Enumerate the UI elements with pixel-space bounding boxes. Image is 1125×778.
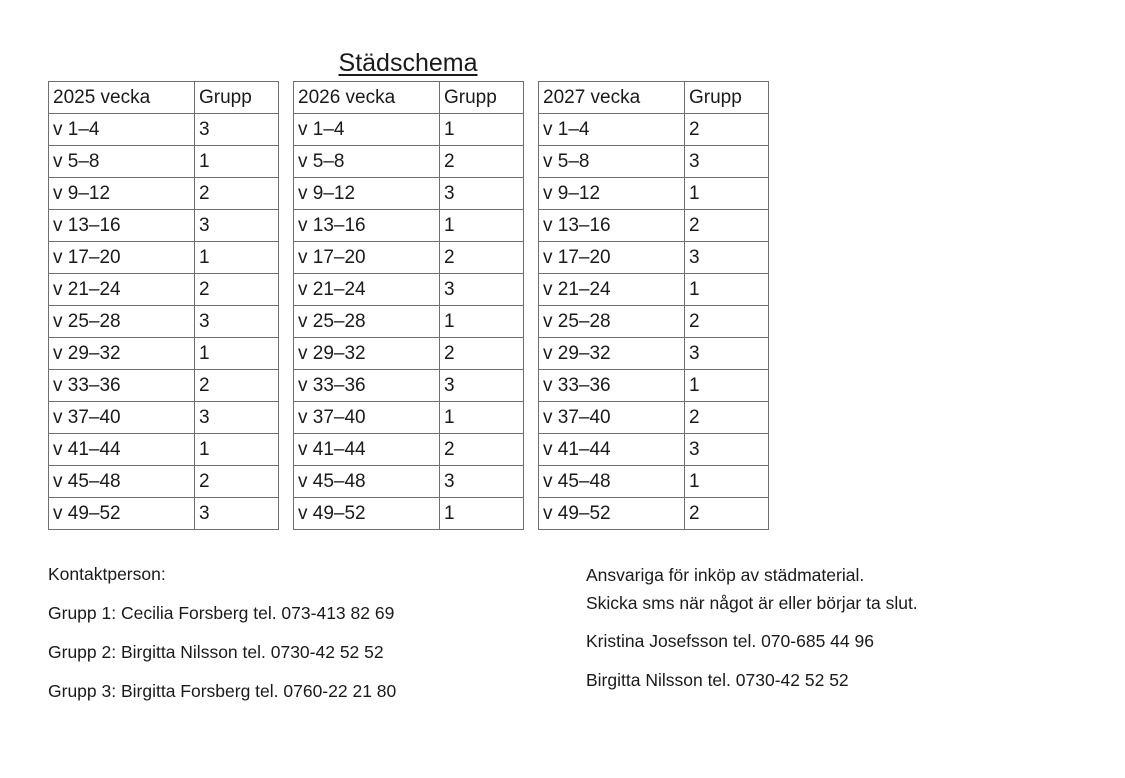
header-week: 2025 vecka (49, 82, 195, 114)
group-cell: 1 (440, 114, 524, 146)
header-week: 2026 vecka (294, 82, 440, 114)
group-cell: 2 (440, 146, 524, 178)
week-range-cell: v 33–36 (294, 370, 440, 402)
week-range-cell: v 37–40 (294, 402, 440, 434)
group-cell: 1 (685, 466, 769, 498)
week-range-cell: v 25–28 (294, 306, 440, 338)
supply-person-1: Kristina Josefsson tel. 070-685 44 96 (586, 631, 874, 651)
group-cell: 1 (440, 498, 524, 530)
table-body (49, 114, 279, 530)
group-cell: 3 (685, 242, 769, 274)
group-cell: 3 (195, 306, 279, 338)
header-group: Grupp (195, 82, 279, 114)
table-row (539, 274, 769, 306)
week-range-cell: v 9–12 (294, 178, 440, 210)
group-cell: 3 (685, 146, 769, 178)
table-row (294, 306, 524, 338)
week-range-cell: v 49–52 (294, 498, 440, 530)
week-range-cell: v 25–28 (539, 306, 685, 338)
contact-group-1: Grupp 1: Cecilia Forsberg tel. 073-413 82 69 (48, 603, 395, 623)
table-row (294, 242, 524, 274)
table-row (539, 338, 769, 370)
supplies-instruction: Skicka sms när något är eller börjar ta slut. (586, 593, 918, 613)
supply-person-2: Birgitta Nilsson tel. 0730-42 52 52 (586, 670, 849, 690)
contact-group-3: Grupp 3: Birgitta Forsberg tel. 0760-22 21 80 (48, 681, 397, 701)
group-cell: 1 (195, 338, 279, 370)
group-cell: 2 (195, 178, 279, 210)
table-row (539, 178, 769, 210)
table-body (294, 114, 524, 530)
schedule-table-2026 (293, 81, 524, 530)
table-row (49, 434, 279, 466)
contact-heading: Kontaktperson: (48, 564, 166, 584)
group-cell: 3 (195, 402, 279, 434)
week-range-cell: v 45–48 (49, 466, 195, 498)
table-row (539, 306, 769, 338)
table-body (539, 114, 769, 530)
week-range-cell: v 25–28 (49, 306, 195, 338)
group-cell: 1 (685, 274, 769, 306)
table-row (294, 338, 524, 370)
table-row (294, 178, 524, 210)
group-cell: 1 (440, 402, 524, 434)
table-row (539, 370, 769, 402)
week-range-cell: v 5–8 (49, 146, 195, 178)
week-range-cell: v 17–20 (49, 242, 195, 274)
table-row (294, 370, 524, 402)
table-row (49, 498, 279, 530)
group-cell: 3 (195, 114, 279, 146)
supplies-intro: Ansvariga för inköp av städmaterial. (586, 565, 865, 585)
table-row (294, 498, 524, 530)
header-group: Grupp (440, 82, 524, 114)
table-row (539, 466, 769, 498)
group-cell: 2 (195, 466, 279, 498)
week-range-cell: v 45–48 (539, 466, 685, 498)
table-row (539, 242, 769, 274)
week-range-cell: v 41–44 (539, 434, 685, 466)
week-range-cell: v 1–4 (539, 114, 685, 146)
table-row (49, 306, 279, 338)
table-row (539, 146, 769, 178)
week-range-cell: v 21–24 (294, 274, 440, 306)
week-range-cell: v 9–12 (539, 178, 685, 210)
group-cell: 1 (685, 370, 769, 402)
contact-persons (48, 562, 396, 718)
week-range-cell: v 41–44 (49, 434, 195, 466)
table-row (49, 178, 279, 210)
week-range-cell: v 21–24 (539, 274, 685, 306)
table-row (49, 402, 279, 434)
table-header-row (49, 82, 279, 114)
group-cell: 2 (685, 402, 769, 434)
week-range-cell: v 37–40 (49, 402, 195, 434)
schedule-table-2027 (538, 81, 769, 530)
week-range-cell: v 17–20 (294, 242, 440, 274)
week-range-cell: v 41–44 (294, 434, 440, 466)
week-range-cell: v 49–52 (539, 498, 685, 530)
week-range-cell: v 9–12 (49, 178, 195, 210)
group-cell: 2 (440, 338, 524, 370)
table-row (49, 146, 279, 178)
week-range-cell: v 37–40 (539, 402, 685, 434)
week-range-cell: v 29–32 (539, 338, 685, 370)
week-range-cell: v 1–4 (49, 114, 195, 146)
week-range-cell: v 49–52 (49, 498, 195, 530)
table-row (294, 114, 524, 146)
group-cell: 2 (685, 210, 769, 242)
group-cell: 2 (440, 434, 524, 466)
group-cell: 1 (195, 242, 279, 274)
supply-responsibles (586, 561, 918, 705)
table-row (49, 274, 279, 306)
group-cell: 1 (440, 306, 524, 338)
week-range-cell: v 5–8 (539, 146, 685, 178)
group-cell: 2 (685, 306, 769, 338)
group-cell: 3 (440, 178, 524, 210)
table-row (539, 434, 769, 466)
table-row (539, 210, 769, 242)
group-cell: 2 (685, 114, 769, 146)
group-cell: 2 (195, 274, 279, 306)
group-cell: 2 (685, 498, 769, 530)
week-range-cell: v 13–16 (294, 210, 440, 242)
week-range-cell: v 17–20 (539, 242, 685, 274)
group-cell: 1 (195, 146, 279, 178)
table-row (294, 210, 524, 242)
table-row (49, 242, 279, 274)
group-cell: 3 (440, 370, 524, 402)
group-cell: 3 (440, 466, 524, 498)
week-range-cell: v 33–36 (49, 370, 195, 402)
week-range-cell: v 45–48 (294, 466, 440, 498)
table-row (294, 434, 524, 466)
group-cell: 1 (685, 178, 769, 210)
week-range-cell: v 29–32 (49, 338, 195, 370)
table-row (294, 402, 524, 434)
group-cell: 3 (195, 498, 279, 530)
week-range-cell: v 13–16 (539, 210, 685, 242)
table-row (49, 114, 279, 146)
week-range-cell: v 1–4 (294, 114, 440, 146)
group-cell: 3 (685, 338, 769, 370)
table-row (49, 338, 279, 370)
table-row (294, 274, 524, 306)
group-cell: 3 (440, 274, 524, 306)
table-row (539, 498, 769, 530)
table-row (294, 146, 524, 178)
contact-group-2: Grupp 2: Birgitta Nilsson tel. 0730-42 52 52 (48, 642, 384, 662)
table-row (294, 466, 524, 498)
table-header-row (539, 82, 769, 114)
table-header-row (294, 82, 524, 114)
table-row (49, 210, 279, 242)
table-row (539, 114, 769, 146)
table-row (539, 402, 769, 434)
group-cell: 1 (195, 434, 279, 466)
group-cell: 3 (195, 210, 279, 242)
week-range-cell: v 21–24 (49, 274, 195, 306)
week-range-cell: v 29–32 (294, 338, 440, 370)
table-row (49, 370, 279, 402)
group-cell: 2 (440, 242, 524, 274)
header-week: 2027 vecka (539, 82, 685, 114)
week-range-cell: v 5–8 (294, 146, 440, 178)
group-cell: 2 (195, 370, 279, 402)
week-range-cell: v 33–36 (539, 370, 685, 402)
week-range-cell: v 13–16 (49, 210, 195, 242)
table-row (49, 466, 279, 498)
group-cell: 3 (685, 434, 769, 466)
header-group: Grupp (685, 82, 769, 114)
group-cell: 1 (440, 210, 524, 242)
page-title: Städschema (338, 49, 478, 77)
schedule-table-2025 (48, 81, 279, 530)
